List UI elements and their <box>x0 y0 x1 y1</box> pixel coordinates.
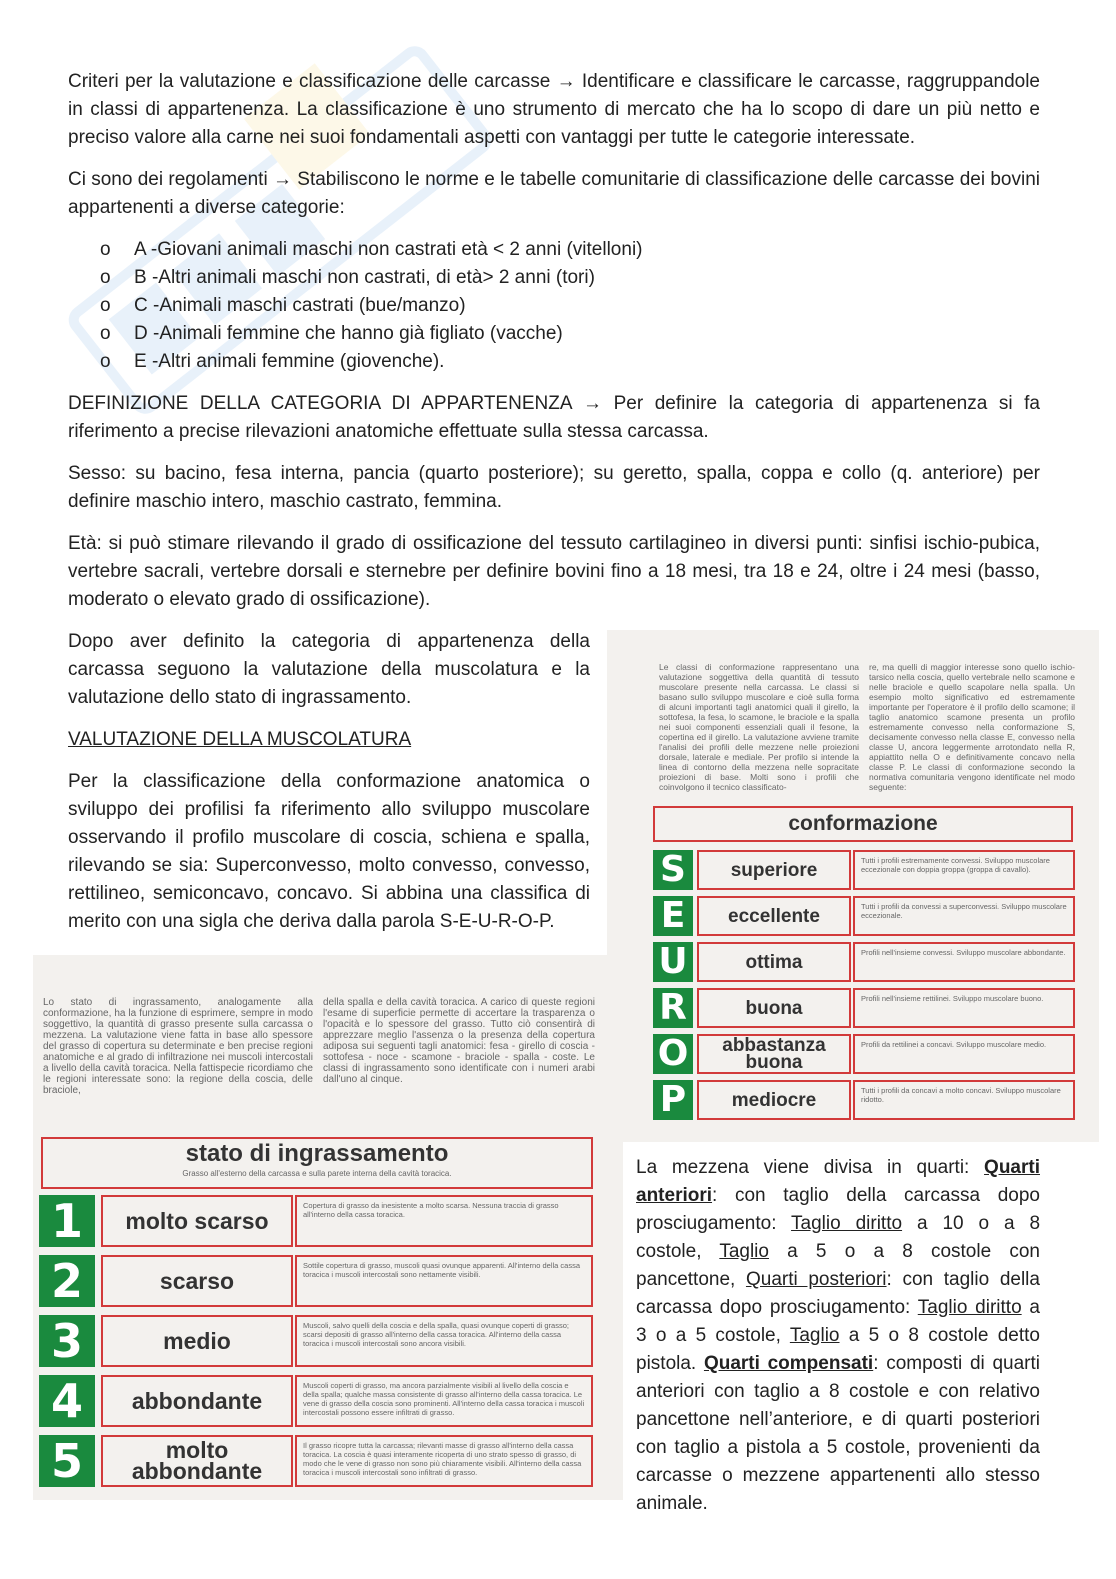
class-name: medio <box>101 1315 293 1367</box>
ingrassamento-row <box>39 1375 593 1427</box>
class-number: 2 <box>39 1255 95 1307</box>
bullet-marker: o <box>100 323 111 344</box>
conformazione-intro-right: re, ma quelli di maggior interesse sono quello ischio-tarsico nella coscia, quello vertebrale nello scamone e nelle braciole e quello scapolare nella spalla. Un esempio molto significativo ed estremamente importante per l'operatore è il profilo dello scamone; il taglio anatomico scamone presenta un profilo estremamente convesso nella conformazione S, decisamente convesso nella classe E, convesso nella classe U, ancora leggermente arrotondato nella R, appiattito nella O e definitivamente concavo nella classe P. Le classi di conformazione secondo la normativa comunitaria vengono identificate nel modo seguente: <box>869 662 1075 792</box>
conformazione-title: conformazione <box>653 806 1073 842</box>
taglio-diritto-term: Taglio diritto <box>791 1213 903 1234</box>
class-name: superiore <box>697 850 851 890</box>
quarti-paragraph <box>636 1154 1040 1518</box>
class-name: abbondante <box>101 1375 293 1427</box>
class-letter: U <box>653 942 693 982</box>
quarti-text: a 3 o a 5 costole, <box>636 1297 1040 1346</box>
class-description: Profili da rettilinei a concavi. Sviluppo muscolare medio. <box>853 1034 1075 1074</box>
eta-paragraph: Età: si può stimare rilevando il grado di ossificazione del tessuto cartilagineo in diversi punti: sinfisi ischio-pubica, vertebre sacrali, vertebre dorsali e sternebre per definire bovini fino a 18 mesi, tra 18 e 24, oltre i 24 mesi (basso, moderato o elevato grado di ossificazione). <box>68 533 1040 610</box>
class-letter: O <box>653 1034 693 1074</box>
ingrassamento-row <box>39 1435 593 1487</box>
sesso-paragraph: Sesso: su bacino, fesa interna, pancia (quarto posteriore); su geretto, spalla, coppa e collo (q. anteriore) per definire maschio intero, maschio castrato, femmina. <box>68 463 1040 512</box>
muscolatura-heading: VALUTAZIONE DELLA MUSCOLATURA <box>68 729 412 750</box>
list-item-text: D -Animali femmine che hanno già figliato (vacche) <box>134 323 563 344</box>
class-name: molto abbondante <box>101 1435 293 1487</box>
class-number: 4 <box>39 1375 95 1427</box>
definizione-paragraph: DEFINIZIONE DELLA CATEGORIA DI APPARTENENZA → Per definire la categoria di appartenenza si fa riferimento a precise rilevazioni anatomiche effettuate sulla stessa carcassa. <box>68 393 1040 442</box>
class-name: eccellente <box>697 896 851 936</box>
bullet-marker: o <box>100 295 111 316</box>
taglio-term: Taglio <box>789 1325 840 1346</box>
ingrassamento-intro-left: Lo stato di ingrassamento, analogamente alla conformazione, ha la funzione di esprimere, sempre in modo soggettivo, la quantità di grasso presente sulla carcassa o mezzena. La valutazione viene fatta in base allo spessore del grasso di copertura su determinate e ben precise regioni anatomiche e al grado di infiltrazione nei muscoli intercostali a livello della cavità toracica. Nella fattispecie ricordiamo che le regioni interessate sono: la regione della coscia, delle braciole, <box>43 997 313 1096</box>
class-description: Il grasso ricopre tutta la carcassa; rilevanti masse di grasso all'interno della cassa toracica. La coscia è quasi interamente ricoperta di uno strato spesso di grasso, di modo che le vene di grasso non sono più chiaramente visibili. All'interno della cassa toracica i muscoli intercostali sono infiltrati di grasso. <box>295 1435 593 1487</box>
conformazione-row <box>653 1034 1073 1074</box>
conformazione-row <box>653 1080 1073 1120</box>
class-description: Muscoli coperti di grasso, ma ancora parzialmente visibili al livello della coscia e della spalla; qualche massa consistente di grasso all'interno della cassa toracica. Le vene di grasso della coscia sono prominenti. All'interno della cassa toracica i muscoli intercostali possono essere infiltrati di grasso. <box>295 1375 593 1427</box>
list-item <box>100 292 643 320</box>
class-name: ottima <box>697 942 851 982</box>
class-description: Tutti i profili da convessi a superconvessi. Sviluppo muscolare eccezionale. <box>853 896 1075 936</box>
class-name: molto scarso <box>101 1195 293 1247</box>
list-item <box>100 236 643 264</box>
quarti-anteriori-term: Quarti anteriori <box>636 1157 1040 1206</box>
conformazione-row <box>653 896 1073 936</box>
quarti-text: : con taglio della carcassa dopo prosciugamento: <box>636 1269 1040 1318</box>
list-item <box>100 348 643 376</box>
class-name: mediocre <box>697 1080 851 1120</box>
valutazione-paragraph: Dopo aver definito la categoria di appartenenza della carcassa seguono la valutazione della muscolatura e la valutazione dello stato di ingrassamento. <box>68 631 590 708</box>
quarti-text: a 5 o a 8 costole con pancettone, <box>636 1241 1040 1290</box>
list-item-text: C -Animali maschi castrati (bue/manzo) <box>134 295 466 316</box>
ingrassamento-title-box <box>41 1137 593 1189</box>
list-item <box>100 320 643 348</box>
class-description: Tutti i profili estremamente convessi. Sviluppo muscolare eccezionale con doppia groppa (groppa di cavallo). <box>853 850 1075 890</box>
bullet-marker: o <box>100 239 111 260</box>
quarti-text: La mezzena viene divisa in quarti: <box>636 1157 985 1178</box>
class-description: Sottile copertura di grasso, muscoli quasi ovunque apparenti. All'interno della cassa toracica i muscoli intercostali sono nettamente visibili. <box>295 1255 593 1307</box>
quarti-compensati-term: Quarti compensati <box>703 1353 874 1374</box>
conformazione-figure <box>607 630 1099 1142</box>
class-description: Profili nell'insieme rettilinei. Sviluppo muscolare buono. <box>853 988 1075 1028</box>
regolamenti-paragraph: Ci sono dei regolamenti → Stabiliscono le norme e le tabelle comunitarie di classificazione delle carcasse dei bovini appartenenti a diverse categorie: <box>68 169 1040 218</box>
class-number: 5 <box>39 1435 95 1487</box>
conformazione-row <box>653 988 1073 1028</box>
conformazione-intro-left: Le classi di conformazione rappresentano una valutazione soggettiva della quantità di tessuto muscolare presente nella carcassa. Le classi si basano sullo sviluppo muscolare e cioè sulla forma di alcuni importanti tagli anatomici quali il girello, la sottofesa, la fesa, lo scamone, le braciole e la spalla nei suoi componenti essenziali quali il fesone, la copertina ed il girello. La valutazione avviene tramite l'analisi dei profili delle mezzene nelle proiezioni dorsale, laterale e mediale. Per profilo si intende la linea di contorno della mezzena nelle sopracitate proiezioni di base. Molti sono i profili che coinvolgono il tecnico classificato- <box>659 662 859 792</box>
ingrassamento-row <box>39 1195 593 1247</box>
bullet-marker: o <box>100 267 111 288</box>
muscolatura-paragraph: Per la classificazione della conformazione anatomica o sviluppo dei profilisi fa riferimento allo sviluppo muscolare osservando il profilo muscolare di coscia, schiena e spalla, rilevando se sia: Superconvesso, molto convesso, convesso, rettilineo, semiconcavo, concavo. Si abbina una classifica di merito con una sigla che deriva dalla parola S-E-U-R-O-P. <box>68 771 590 932</box>
class-letter: P <box>653 1080 693 1120</box>
ingrassamento-row <box>39 1315 593 1367</box>
quarti-text: : composti di quarti anteriori con taglio a 8 costole e con relativo pancettone nell’anteriore, e di quarti posteriori con taglio a pistola a 5 costole, provenienti da carcasse o mezzene appartenenti allo stesso animale. <box>636 1353 1040 1514</box>
ingrassamento-subtitle: Grasso all'esterno della carcassa e sulla parete interna della cavità toracica. <box>182 1169 452 1178</box>
list-item <box>100 264 643 292</box>
intro-paragraph: Criteri per la valutazione e classificazione delle carcasse → Identificare e classificare le carcasse, raggruppandole in classi di appartenenza. La classificazione è uno strumento di mercato che ha lo scopo di dare un più netto e preciso valore alla carne nei suoi fondamentali aspetti con vantaggi per tutte le categorie interessate. <box>68 71 1040 148</box>
quarti-text: a 5 o 8 costole detto pistola. <box>636 1325 1040 1374</box>
taglio-term: Taglio <box>719 1241 769 1262</box>
quarti-text: a 10 o a 8 costole, <box>636 1213 1041 1262</box>
class-number: 3 <box>39 1315 95 1367</box>
class-letter: R <box>653 988 693 1028</box>
class-name: abbastanza buona <box>697 1034 851 1074</box>
taglio-diritto-term: Taglio diritto <box>917 1297 1022 1318</box>
conformazione-row <box>653 942 1073 982</box>
conformazione-row <box>653 850 1073 890</box>
class-number: 1 <box>39 1195 95 1247</box>
list-item-text: B -Altri animali maschi non castrati, di età> 2 anni (tori) <box>134 267 595 288</box>
class-description: Tutti i profili da concavi a molto concavi. Sviluppo muscolare ridotto. <box>853 1080 1075 1120</box>
class-description: Copertura di grasso da inesistente a molto scarsa. Nessuna traccia di grasso all'interno della cassa toracica. <box>295 1195 593 1247</box>
class-description: Muscoli, salvo quelli della coscia e della spalla, quasi ovunque coperti di grasso; scarsi depositi di grasso all'interno della cassa toracica. All'interno della cassa toracica i muscoli intercostali sono ancora visibili. <box>295 1315 593 1367</box>
categorie-list <box>100 236 643 376</box>
ingrassamento-figure <box>33 955 623 1500</box>
ingrassamento-row <box>39 1255 593 1307</box>
ingrassamento-title: stato di ingrassamento <box>185 1140 449 1167</box>
quarti-text: : con taglio della carcassa dopo prosciugamento: <box>636 1185 1040 1234</box>
list-item-text: E -Altri animali femmine (giovenche). <box>134 351 445 372</box>
ingrassamento-intro-right: della spalla e della cavità toracica. A carico di queste regioni l'esame di superficie permette di accertare la trasparenza o l'opacità e lo spessore del grasso. Tutto ciò consentirà di apprezzare meglio l'assenza o la presenza della copertura adiposa sui seguenti tagli anatomici: fesa - girello di coscia - sottofesa - noce - scamone - braciole - spalla - coste. Le classi di ingrassamento sono identificate con i numeri arabi dall'uno al cinque. <box>323 997 595 1085</box>
bullet-marker: o <box>100 351 111 372</box>
class-letter: S <box>653 850 693 890</box>
class-name: scarso <box>101 1255 293 1307</box>
quarti-posteriori-term: Quarti posteriori <box>745 1269 887 1290</box>
list-item-text: A -Giovani animali maschi non castrati età < 2 anni (vitelloni) <box>134 239 643 260</box>
class-letter: E <box>653 896 693 936</box>
class-name: buona <box>697 988 851 1028</box>
class-description: Profili nell'insieme convessi. Sviluppo muscolare abbondante. <box>853 942 1075 982</box>
